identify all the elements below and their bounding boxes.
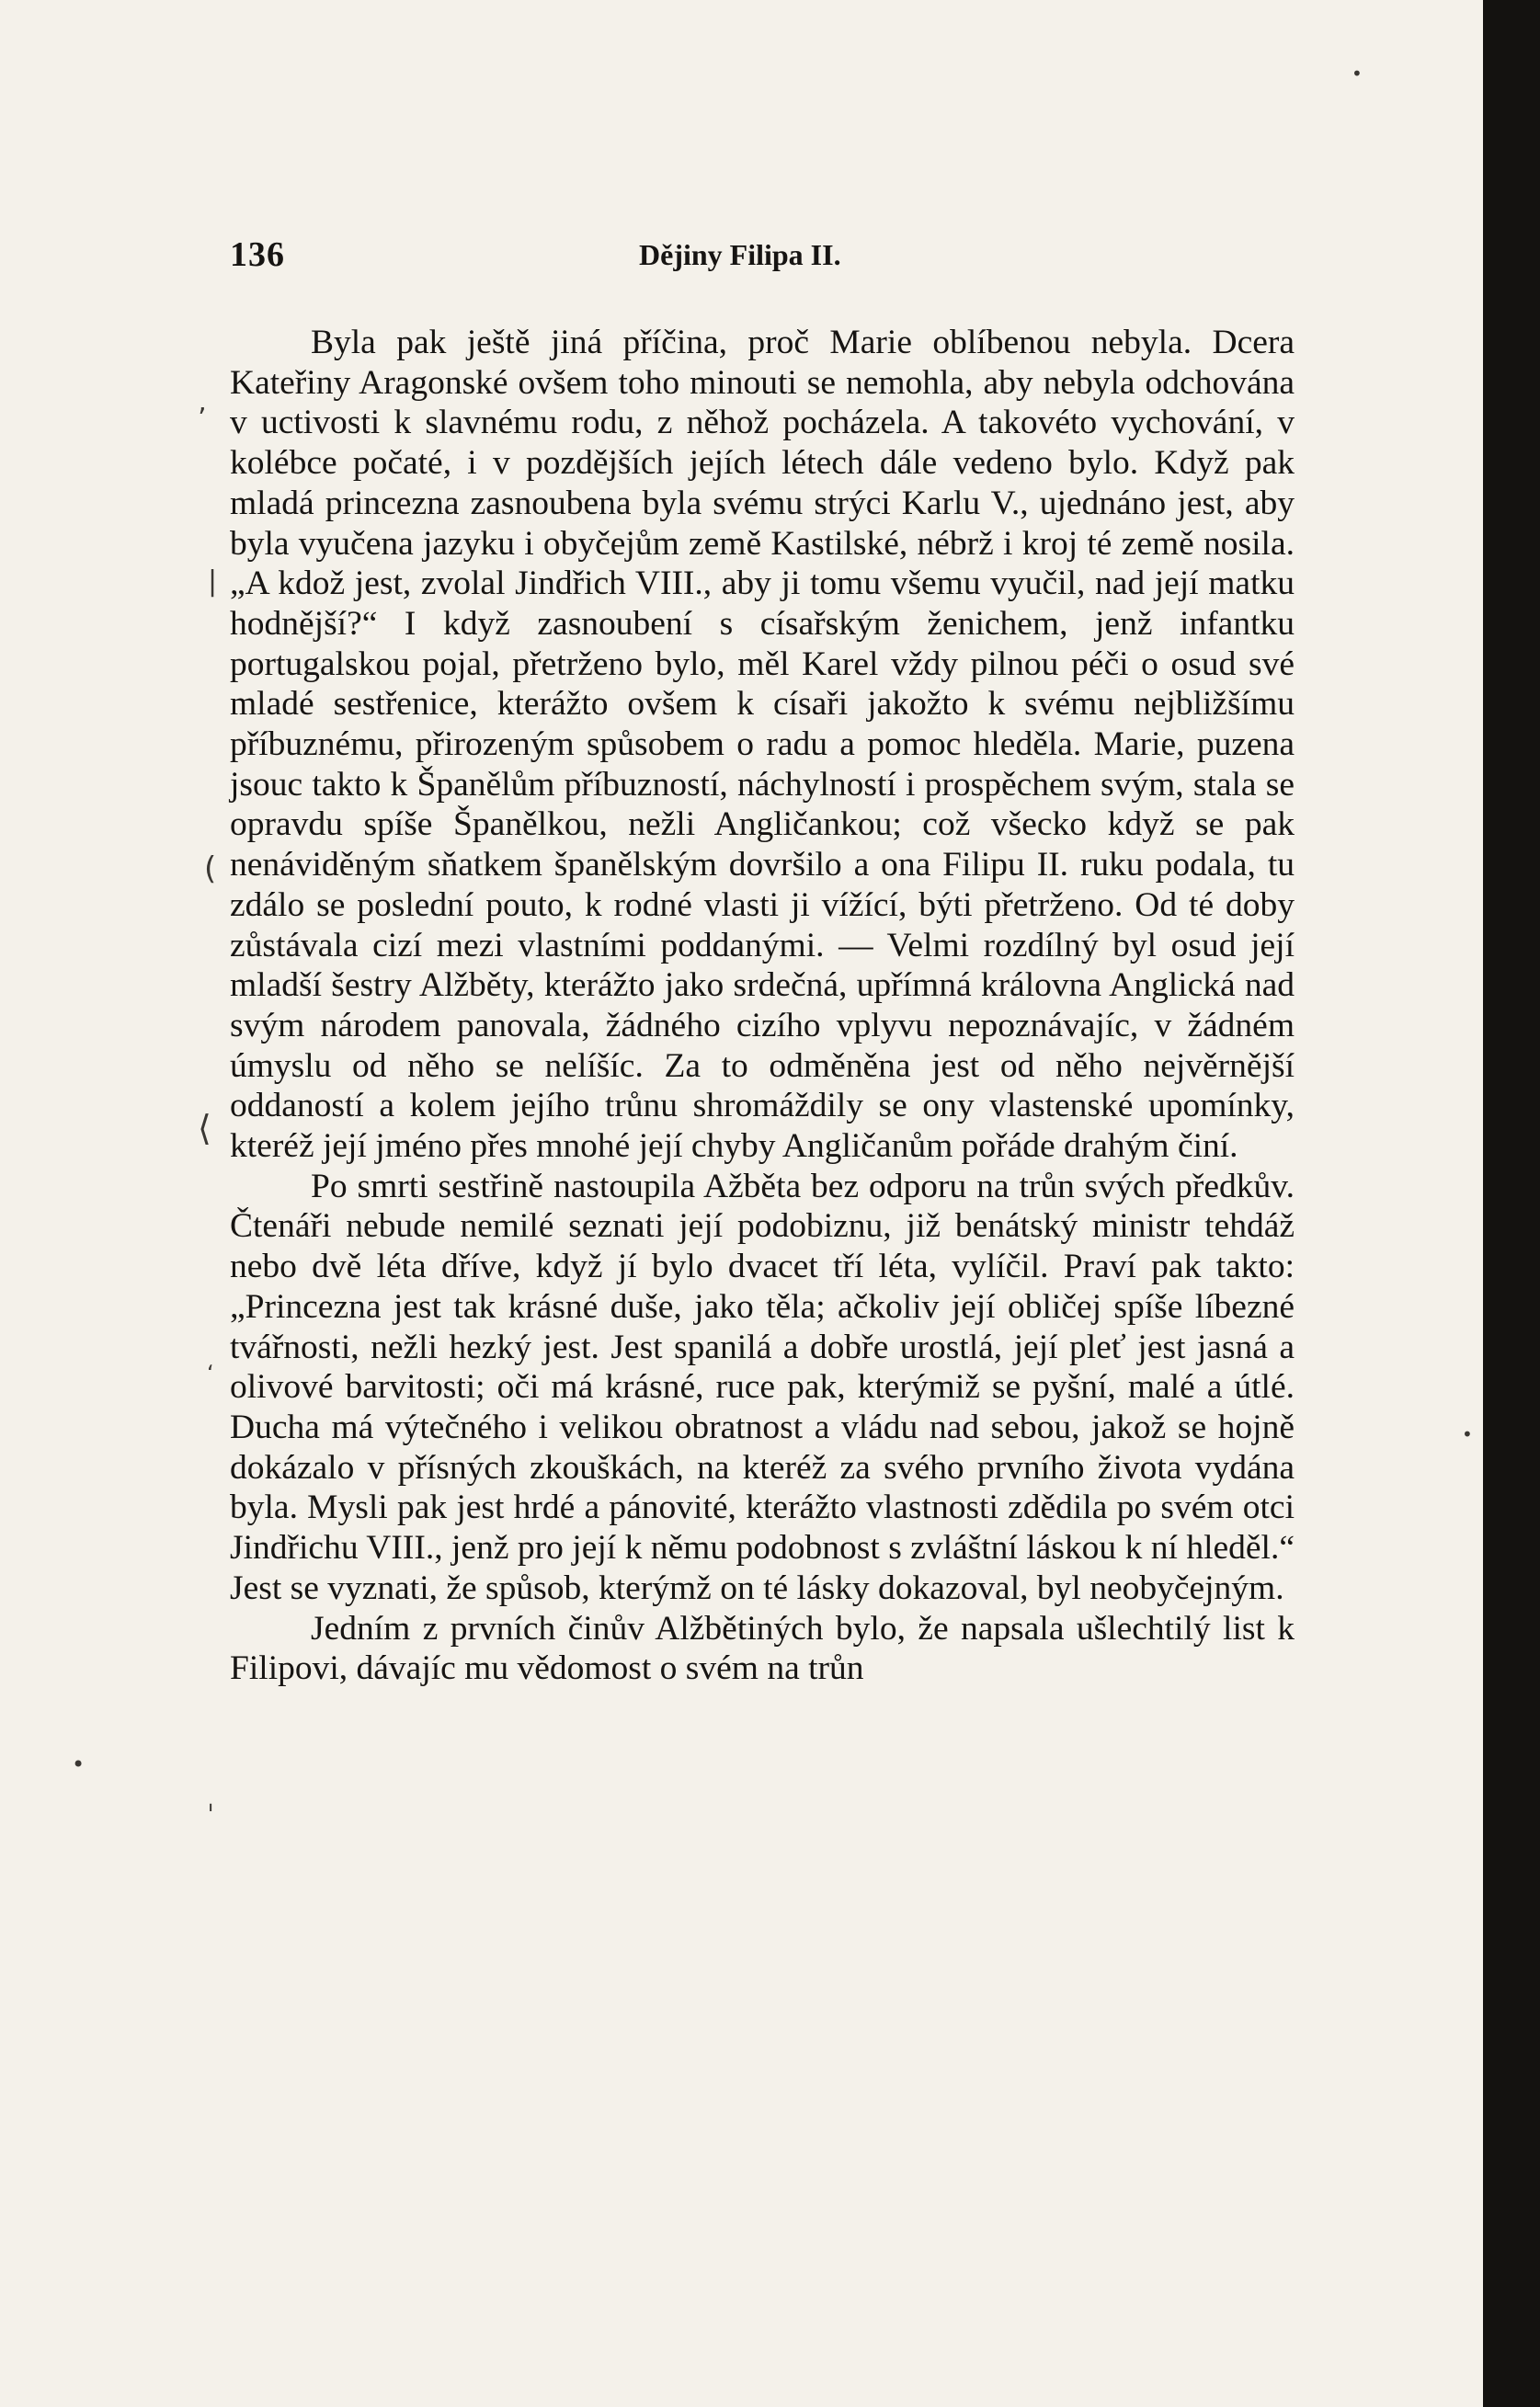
paragraph: Po smrti sestřině nastoupila Ažběta bez odporu na trůn svých předkův. Čtenáři nebude nemilé seznati její podobiznu, již benátský ministr tehdáž nebo dvě léta dříve, když jí bylo dvacet tří léta, vylíčil. Praví pak takto: „Princezna jest tak krásné duše, jako těla; ačkoliv její obličej spíše líbezné tvářnosti, nežli hezký jest. Jest spanilá a dobře urostlá, její pleť jest jasná a olivové barvitosti; oči má krásné, ruce pak, kterýmiž se pyšní, malé a útlé. Ducha má výtečného i velikou obratnost a vládu nad sebou, jakož se hojně dokázalo v přísných zkouškách, na kteréž za svého prvního života vydána byla. Mysli pak jest hrdé a pánovité, kterážto vlastnosti zdědila po svém otci Jindřichu VIII., jenž pro její k němu podobnost s zvláštní láskou k ní hleděl.“ Jest se vyznati, že spůsob, kterýmž on té lásky dokazoval, byl neobyčejným. [230, 1167, 1295, 1607]
margin-pencil-mark: | [208, 565, 218, 598]
page-header [230, 234, 1295, 280]
margin-pencil-mark: ʼ [198, 403, 207, 435]
margin-pencil-mark: ʻ [207, 1361, 214, 1386]
margin-pencil-mark: ( [204, 850, 217, 887]
margin-pencil-mark: • [1352, 63, 1363, 85]
paragraph: Jedním z prvních činův Alžbětiných bylo, že napsala ušlechtilý list k Filipovi, dávajíc mu vědomost o svém na trůn [230, 1609, 1295, 1688]
body-text [230, 323, 1295, 1689]
page-number: 136 [230, 235, 285, 274]
margin-pencil-mark: • [72, 1751, 86, 1777]
margin-pencil-mark: ˈ [207, 1800, 215, 1832]
paragraph: Byla pak ještě jiná příčina, proč Marie oblíbenou nebyla. Dcera Kateřiny Aragonské ovšem toho minouti se nemohla, aby nebyla odchována v uctivosti k slavnému rodu, z něhož pocházela. A takovéto vychování, v kolébce počaté, i v pozdějších jejích létech dále vedeno bylo. Když pak mladá princezna zasnoubena byla svému strýci Karlu V., ujednáno jest, aby byla vyučena jazyku i obyčejům země Kastilské, nébrž i kroj té země nosila. „A kdož jest, zvolal Jindřich VIII., aby ji tomu všemu vyučil, nad její matku hodnější?“ I když zasnoubení s císařským ženichem, jenž infantku portugalskou pojal, přetrženo bylo, měl Karel vždy pilnou péči o osud své mladé sestřenice, kterážto ovšem k císaři jakožto k svému nejbližšímu příbuznému, přirozeným spůsobem o radu a pomoc hleděla. Marie, puzena jsouc takto k Španělům příbuzností, náchylností i prospěchem svým, stala se opravdu spíše Španělkou, nežli Angličankou; což všecko když se pak nenáviděným sňatkem španělským dovršilo a ona Filipu II. ruku podala, tu zdálo se poslední pouto, k rodné vlasti ji vížící, býti přetrženo. Od té doby zůstávala cizí mezi vlastními poddanými. — Velmi rozdílný byl osud její mladší šestry Alžběty, kterážto jako srdečná, upřímná královna Anglická nad svým národem panovala, žádného cizího vplyvu nepoznávajíc, v žádném úmyslu od něho se nelíšíc. Za to odměněna jest od něho nejvěrnější oddaností a kolem jejího trůnu shromáždily se ony vlastenské upomínky, kteréž její jméno přes mnohé její chyby Angličanům pořáde drahým činí. [230, 324, 1295, 1166]
book-page [230, 234, 1295, 1689]
margin-pencil-mark: ⟨ [198, 1108, 211, 1148]
margin-pencil-mark: • [1462, 1423, 1473, 1445]
running-title: Dějiny Filipa II. [639, 238, 841, 271]
book-binding-edge [1483, 0, 1540, 2407]
